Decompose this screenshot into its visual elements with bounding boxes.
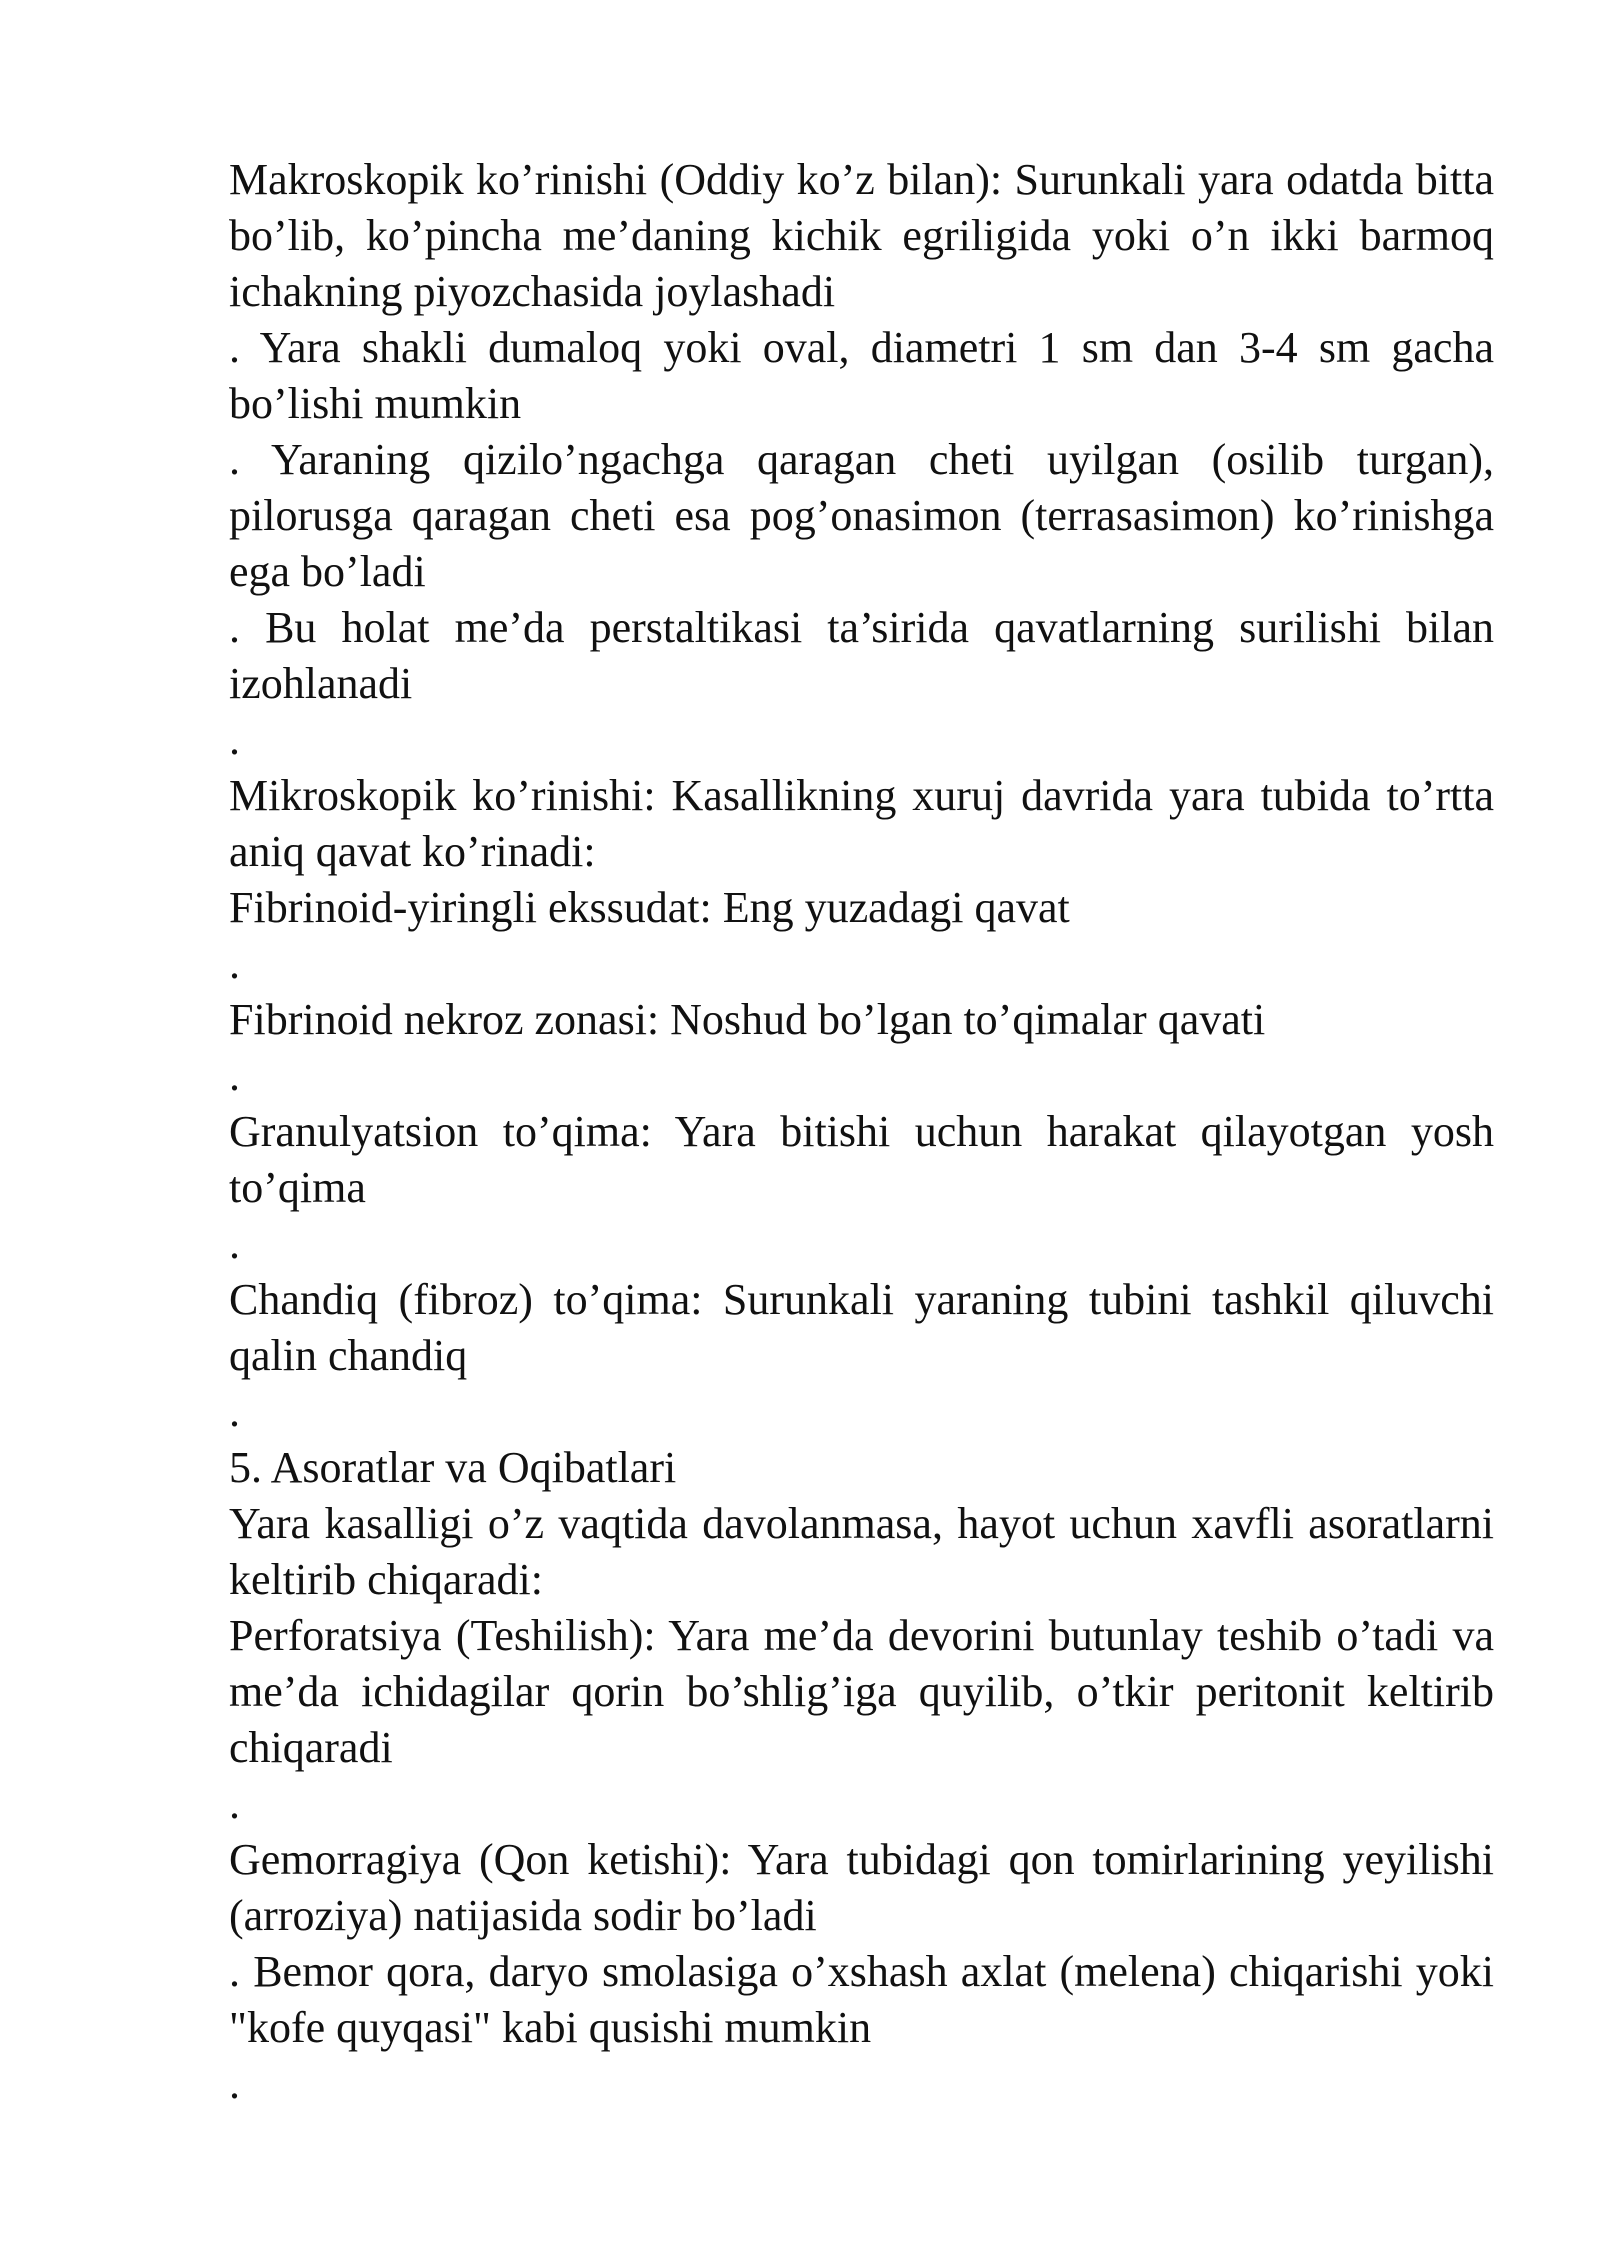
paragraph-microscopic: Mikroskopik ko’rinishi: Kasallikning xuruj davrida yara tubida to’rtta aniq qavat ko’rinadi: bbox=[229, 771, 1494, 876]
paragraph-necrosis-layer: Fibrinoid nekroz zonasi: Noshud bo’lgan to’qimalar qavati bbox=[229, 995, 1266, 1044]
paragraph-dot: . bbox=[229, 939, 240, 988]
paragraph-granulation-layer: Granulyatsion to’qima: Yara bitishi uchun harakat qilayotgan yosh to’qima bbox=[229, 1107, 1494, 1212]
paragraph-scar-layer: Chandiq (fibroz) to’qima: Surunkali yaraning tubini tashkil qiluvchi qalin chandiq bbox=[229, 1275, 1494, 1380]
paragraph-complications-intro: Yara kasalligi o’z vaqtida davolanmasa, hayot uchun xavfli asoratlarni keltirib chiqaradi: bbox=[229, 1499, 1494, 1604]
section-heading-complications: 5. Asoratlar va Oqibatlari bbox=[229, 1443, 677, 1492]
paragraph-perforation: Perforatsiya (Teshilish): Yara me’da devorini butunlay teshib o’tadi va me’da ichidagilar qorin bo’shlig’iga quyilib, o’tkir peritonit keltirib chiqaradi bbox=[229, 1611, 1494, 1772]
paragraph-dot: . bbox=[229, 715, 240, 764]
paragraph-exudate-layer: Fibrinoid-yiringli ekssudat: Eng yuzadagi qavat bbox=[229, 883, 1070, 932]
paragraph-dot: . bbox=[229, 1051, 240, 1100]
paragraph-ulcer-shape: . Yara shakli dumaloq yoki oval, diametri 1 sm dan 3-4 sm gacha bo’lishi mumkin bbox=[229, 323, 1494, 428]
paragraph-melena: . Bemor qora, daryo smolasiga o’xshash axlat (melena) chiqarishi yoki "kofe quyqasi" kabi qusishi mumkin bbox=[229, 1947, 1494, 2052]
paragraph-macroscopic: Makroskopik ko’rinishi (Oddiy ko’z bilan): Surunkali yara odatda bitta bo’lib, ko’pincha me’daning kichik egriligida yoki o’n ikki barmoq ichakning piyozchasida joylashadi bbox=[229, 155, 1494, 316]
paragraph-peristalsis: . Bu holat me’da perstaltikasi ta’sirida qavatlarning surilishi bilan izohlanadi bbox=[229, 603, 1494, 708]
paragraph-dot: . bbox=[229, 1219, 240, 1268]
paragraph-ulcer-edges: . Yaraning qizilo’ngachga qaragan cheti uyilgan (osilib turgan), pilorusga qaragan cheti esa pog’onasimon (terrasasimon) ko’rinishga ega bo’ladi bbox=[229, 435, 1494, 596]
paragraph-dot: . bbox=[229, 2059, 240, 2108]
paragraph-dot: . bbox=[229, 1387, 240, 1436]
paragraph-dot: . bbox=[229, 1779, 240, 1828]
paragraph-hemorrhage: Gemorragiya (Qon ketishi): Yara tubidagi qon tomirlarining yeyilishi (arroziya) natijasida sodir bo’ladi bbox=[229, 1835, 1494, 1940]
document-page bbox=[229, 152, 1494, 2112]
